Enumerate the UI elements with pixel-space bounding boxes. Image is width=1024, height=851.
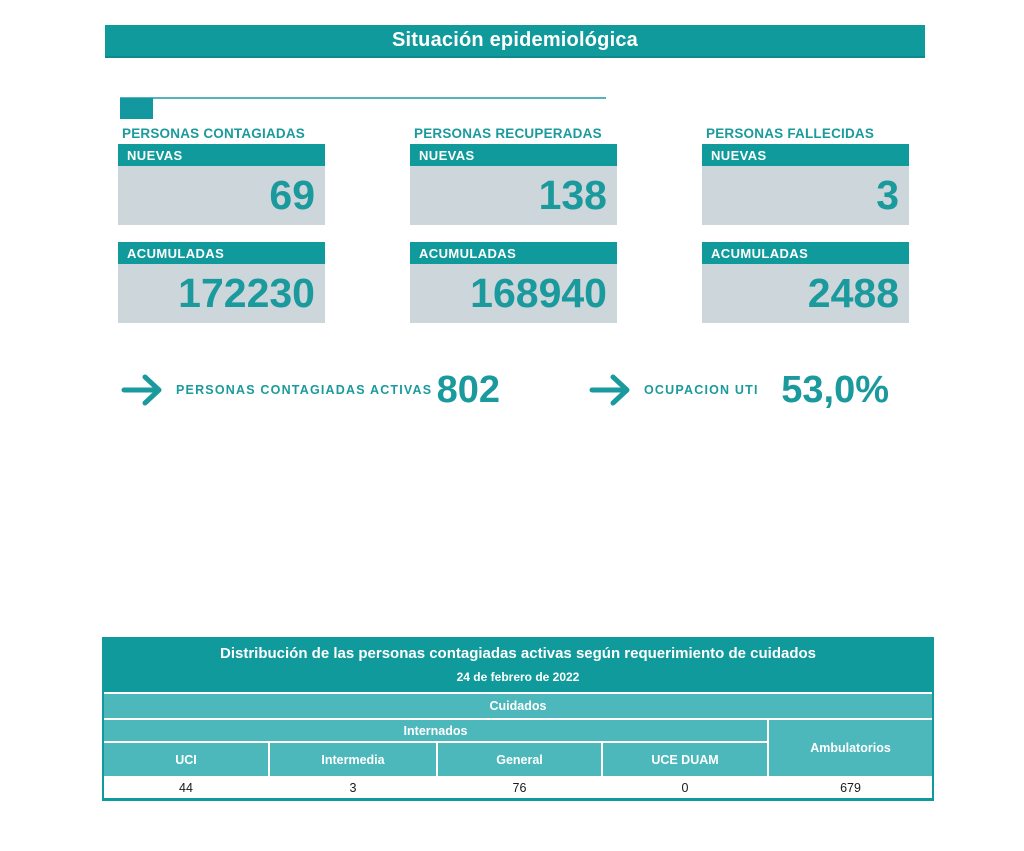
acumuladas-value: 2488 [807, 270, 899, 316]
table-grid [104, 694, 932, 798]
value-cell-uci: 44 [104, 778, 268, 798]
section-underline [120, 97, 606, 99]
column-header-uce-duam: UCE DUAM [603, 743, 767, 776]
column-header-ambulatorios: Ambulatorios [769, 720, 932, 776]
page-title-banner [105, 25, 925, 58]
page-title: Situación epidemiológica [392, 29, 638, 51]
active-cases-row [121, 368, 500, 412]
stat-heading: PERSONAS CONTAGIADAS [122, 126, 306, 141]
nuevas-header: NUEVAS [410, 144, 617, 166]
acumuladas-header: ACUMULADAS [118, 242, 325, 264]
stat-column-fallecidas [702, 126, 909, 324]
group-header-cuidados: Cuidados [104, 694, 932, 718]
table-date: 24 de febrero de 2022 [456, 670, 580, 684]
acumuladas-value-box [118, 264, 325, 323]
column-header-uci: UCI [104, 743, 268, 776]
icu-occupancy-row [589, 368, 889, 412]
acumuladas-value: 172230 [178, 270, 315, 316]
nuevas-value-box [702, 166, 909, 225]
active-cases-label: PERSONAS CONTAGIADAS ACTIVAS [176, 383, 433, 397]
acumuladas-header: ACUMULADAS [702, 242, 909, 264]
acumuladas-value: 168940 [470, 270, 607, 316]
icu-occupancy-value: 53,0% [781, 369, 889, 411]
acumuladas-value-box [410, 264, 617, 323]
icu-occupancy-label: OCUPACION UTI [644, 383, 759, 397]
nuevas-value-box [410, 166, 617, 225]
column-header-general: General [438, 743, 601, 776]
section-marker [120, 98, 153, 119]
value-cell-uce-duam: 0 [603, 778, 767, 798]
column-header-intermedia: Intermedia [270, 743, 436, 776]
value-cell-intermedia: 3 [270, 778, 436, 798]
value-cell-ambulatorios: 679 [769, 778, 932, 798]
acumuladas-header: ACUMULADAS [410, 242, 617, 264]
nuevas-value: 69 [269, 172, 315, 218]
care-distribution-table [102, 637, 934, 801]
nuevas-header: NUEVAS [702, 144, 909, 166]
value-cell-general: 76 [438, 778, 601, 798]
stat-heading: PERSONAS FALLECIDAS [706, 126, 875, 141]
table-header-band [104, 639, 932, 692]
stat-column-contagiadas [118, 126, 325, 324]
nuevas-value: 138 [538, 172, 607, 218]
subgroup-header-internados: Internados [104, 720, 767, 741]
table-title: Distribución de las personas contagiadas activas según requerimiento de cuidados [219, 645, 816, 662]
right-arrow-icon [589, 374, 631, 406]
acumuladas-value-box [702, 264, 909, 323]
right-arrow-icon [121, 374, 163, 406]
active-cases-value: 802 [436, 369, 500, 411]
stat-column-recuperadas [410, 126, 617, 324]
nuevas-value: 3 [876, 172, 899, 218]
nuevas-value-box [118, 166, 325, 225]
stat-heading: PERSONAS RECUPERADAS [414, 126, 602, 141]
nuevas-header: NUEVAS [118, 144, 325, 166]
